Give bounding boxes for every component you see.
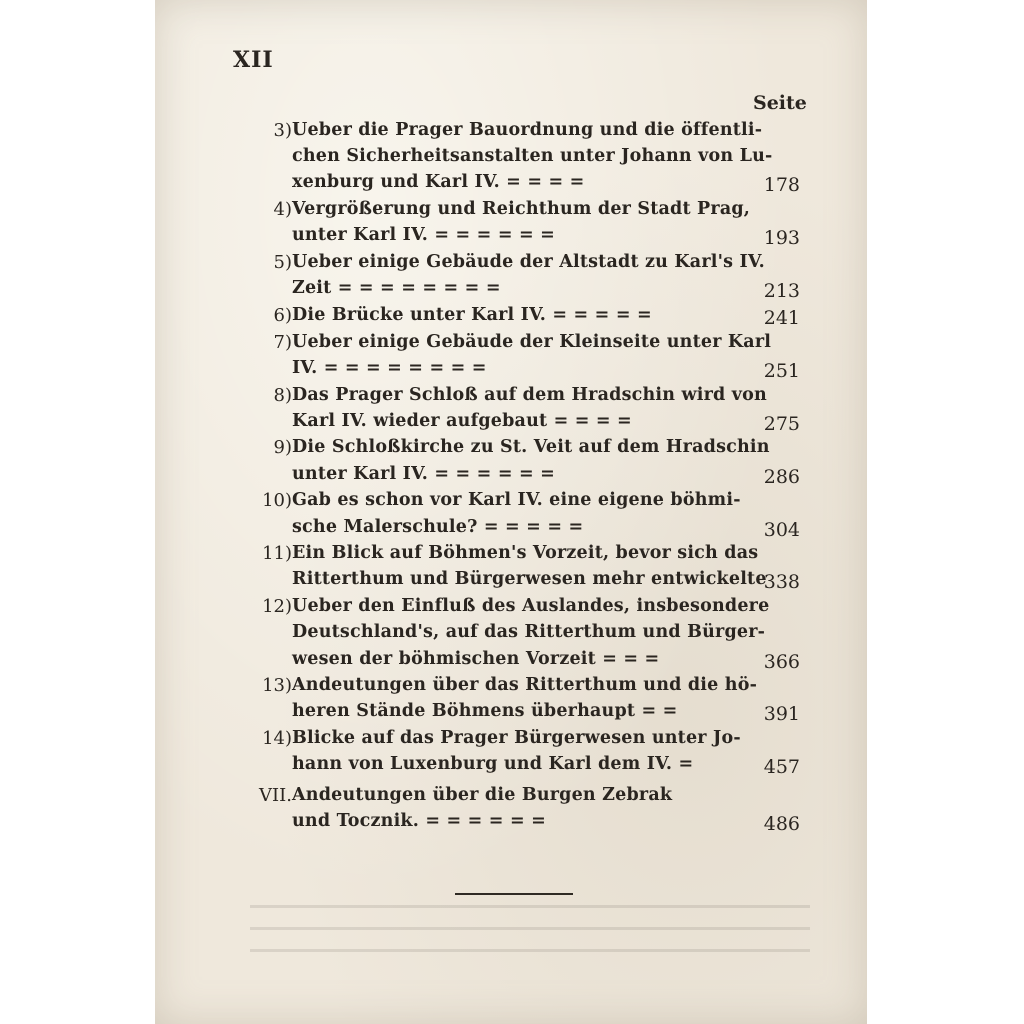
toc-entry-line: Die Schloßkirche zu St. Veit auf dem Hradschin (292, 437, 770, 458)
toc-page-number: 286 (763, 465, 800, 488)
toc-entry-line: Zeit = = = = = = = = (292, 278, 501, 299)
toc-page-number: 213 (763, 280, 800, 303)
toc-entry-line: Ueber die Prager Bauordnung und die öffentli- (292, 120, 763, 140)
toc-page-number: 275 (763, 412, 800, 435)
toc-entry-line: Ueber einige Gebäude der Altstadt zu Karl's IV. (292, 252, 765, 272)
toc-page-number: 251 (763, 359, 800, 382)
toc-page-number: 241 (763, 306, 800, 329)
toc-entry-line: Ueber den Einfluß des Auslandes, insbesondere (292, 596, 770, 617)
toc-entry-line: IV. = = = = = = = = (292, 357, 487, 378)
toc-page-number: 366 (763, 650, 800, 673)
toc-entry-number: 8) (273, 384, 292, 406)
toc-entry-line: sche Malerschule? = = = = = (292, 516, 584, 537)
toc-entry-line: Karl IV. wieder aufgebaut = = = = (292, 410, 632, 431)
show-through-text (250, 905, 810, 965)
toc-entry-line: chen Sicherheitsanstalten unter Johann von Lu- (292, 146, 773, 167)
toc-entry-number: 11) (262, 543, 292, 565)
toc-entry-line: heren Stände Böhmens überhaupt = = (292, 701, 678, 722)
toc-page-number: 178 (763, 174, 800, 197)
toc-entry-line: Deutschland's, auf das Ritterthum und Bürger- (292, 622, 766, 643)
toc-entry-line: Die Brücke unter Karl IV. = = = = = (292, 304, 652, 325)
toc-page-number: 338 (763, 571, 800, 594)
toc-entry-line: Vergrößerung und Reichthum der Stadt Prag, (292, 199, 751, 220)
toc-entry-number: 6) (273, 304, 292, 326)
toc-entry-line: Ueber einige Gebäude der Kleinseite unter Karl (292, 331, 772, 352)
toc-entry-number: VII. (259, 784, 292, 806)
toc-entry-line: unter Karl IV. = = = = = = (292, 225, 556, 246)
toc-page-number: 486 (763, 812, 800, 835)
toc-entry-number: 3) (273, 120, 292, 141)
toc-page-number: 304 (763, 518, 800, 541)
closing-rule (455, 893, 573, 895)
toc-entry-number: 4) (273, 199, 292, 221)
toc-entry-line: Gab es schon vor Karl IV. eine eigene böhmi- (292, 490, 741, 511)
toc-entry-line: Andeutungen über das Ritterthum und die hö- (292, 675, 758, 696)
page-folio: XII (233, 47, 274, 73)
toc-entry-number: 12) (262, 596, 292, 618)
toc-entry-number: 14) (262, 728, 292, 750)
toc-entry-line: und Tocznik. = = = = = = (292, 810, 546, 831)
toc-page-number: 391 (763, 703, 800, 726)
toc-entry-line: Blicke auf das Prager Bürgerwesen unter Jo- (292, 728, 741, 749)
toc-page-number: 457 (763, 756, 800, 779)
toc-entry-line: Ein Blick auf Böhmen's Vorzeit, bevor sich das (292, 543, 759, 564)
toc-entry-line: Das Prager Schloß auf dem Hradschin wird von (292, 384, 767, 405)
page-column-header: Seite (753, 92, 807, 114)
toc-page-number: 193 (763, 227, 800, 250)
toc-entry-number: 13) (262, 675, 292, 697)
toc-entry-number: 5) (273, 252, 292, 273)
toc-entry-line: hann von Luxenburg und Karl dem IV. = (292, 754, 694, 775)
toc-entry-line: unter Karl IV. = = = = = = (292, 463, 556, 484)
toc-entry-line: xenburg und Karl IV. = = = = (292, 172, 585, 193)
toc-entry-number: 9) (273, 437, 292, 459)
toc-entry-line: Andeutungen über die Burgen Zebrak (292, 784, 673, 805)
book-page (155, 0, 867, 1024)
toc-entry-number: 7) (273, 331, 292, 353)
toc-entry-number: 10) (262, 490, 292, 512)
toc-entry-line: Ritterthum und Bürgerwesen mehr entwickelte (292, 569, 767, 590)
toc-entry-line: wesen der böhmischen Vorzeit = = = (292, 648, 660, 669)
